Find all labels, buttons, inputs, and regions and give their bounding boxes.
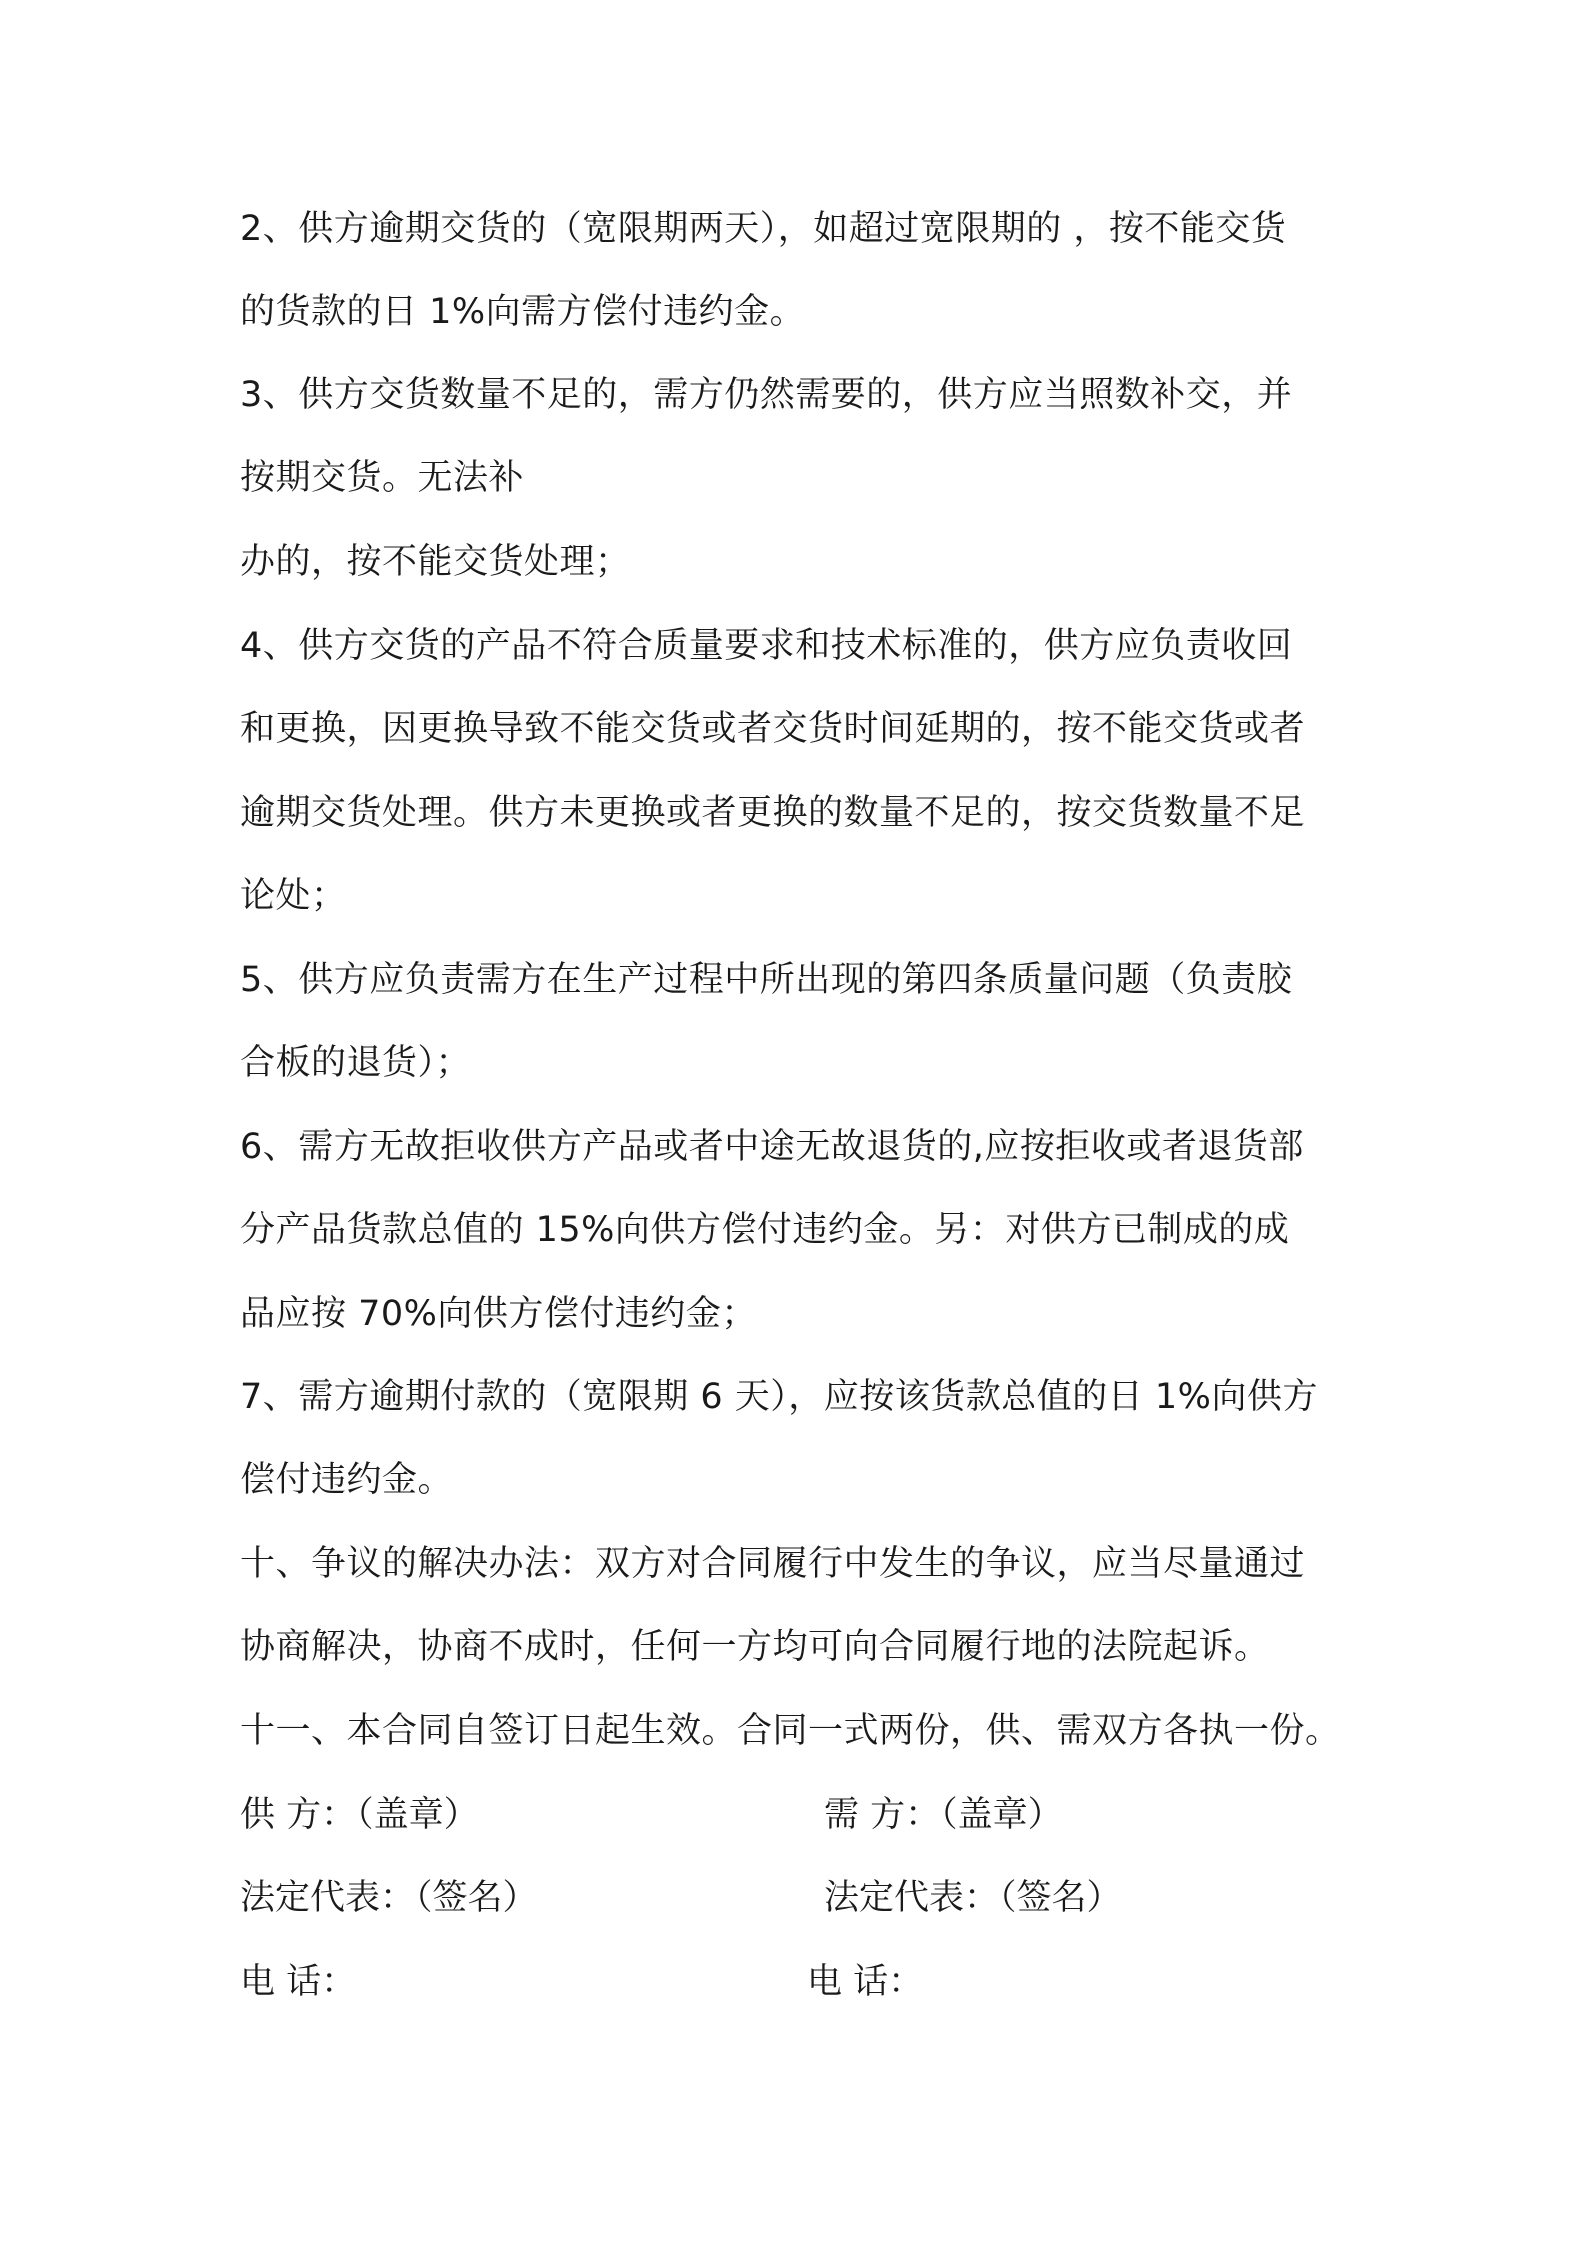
clause-2-line-2: 的货款的日 1%向需方偿付违约金。	[240, 292, 806, 332]
clause-4-line-4: 论处；	[240, 876, 347, 916]
buyer-seal-label: 需 方：（盖章）	[824, 1795, 1063, 1835]
supplier-representative-label: 法定代表：（签名）	[240, 1878, 538, 1918]
clause-4-line-3: 逾期交货处理。供方未更换或者更换的数量不足的，按交货数量不足	[240, 793, 1306, 833]
clause-3-line-1: 3、供方交货数量不足的，需方仍然需要的，供方应当照数补交，并	[240, 375, 1293, 415]
supplier-phone-label: 电 话：	[240, 1962, 357, 2002]
clause-7-line-1: 7、需方逾期付款的（宽限期 6 天），应按该货款总值的日 1%向供方	[240, 1377, 1318, 1417]
clause-5-line-2: 合板的退货）；	[240, 1043, 472, 1083]
supplier-seal-label: 供 方：（盖章）	[240, 1795, 479, 1835]
clause-10-line-2: 协商解决，协商不成时，任何一方均可向合同履行地的法院起诉。	[240, 1627, 1270, 1667]
clause-7-line-2: 偿付违约金。	[240, 1460, 454, 1500]
clause-4-line-1: 4、供方交货的产品不符合质量要求和技术标准的，供方应负责收回	[240, 626, 1293, 666]
clause-4-line-2: 和更换，因更换导致不能交货或者交货时间延期的，按不能交货或者	[240, 709, 1306, 749]
clause-6-line-2: 分产品货款总值的 15%向供方偿付违约金。另：对供方已制成的成	[240, 1210, 1290, 1250]
buyer-representative-label: 法定代表：（签名）	[824, 1878, 1122, 1918]
buyer-phone-label: 电 话：	[807, 1962, 924, 2002]
clause-11-line-1: 十一、本合同自签订日起生效。合同一式两份，供、需双方各执一份。	[240, 1711, 1341, 1751]
clause-3-line-3: 办的，按不能交货处理；	[240, 542, 631, 582]
clause-10-line-1: 十、争议的解决办法：双方对合同履行中发生的争议，应当尽量通过	[240, 1544, 1306, 1584]
clause-6-line-3: 品应按 70%向供方偿付违约金；	[240, 1294, 757, 1334]
clause-5-line-1: 5、供方应负责需方在生产过程中所出现的第四条质量问题（负责胶	[240, 960, 1293, 1000]
clause-3-line-2: 按期交货。无法补	[240, 458, 525, 498]
clause-6-line-1: 6、需方无故拒收供方产品或者中途无故退货的,应按拒收或者退货部	[240, 1127, 1304, 1167]
clause-2-line-1: 2、供方逾期交货的（宽限期两天），如超过宽限期的 ，按不能交货	[240, 209, 1287, 249]
